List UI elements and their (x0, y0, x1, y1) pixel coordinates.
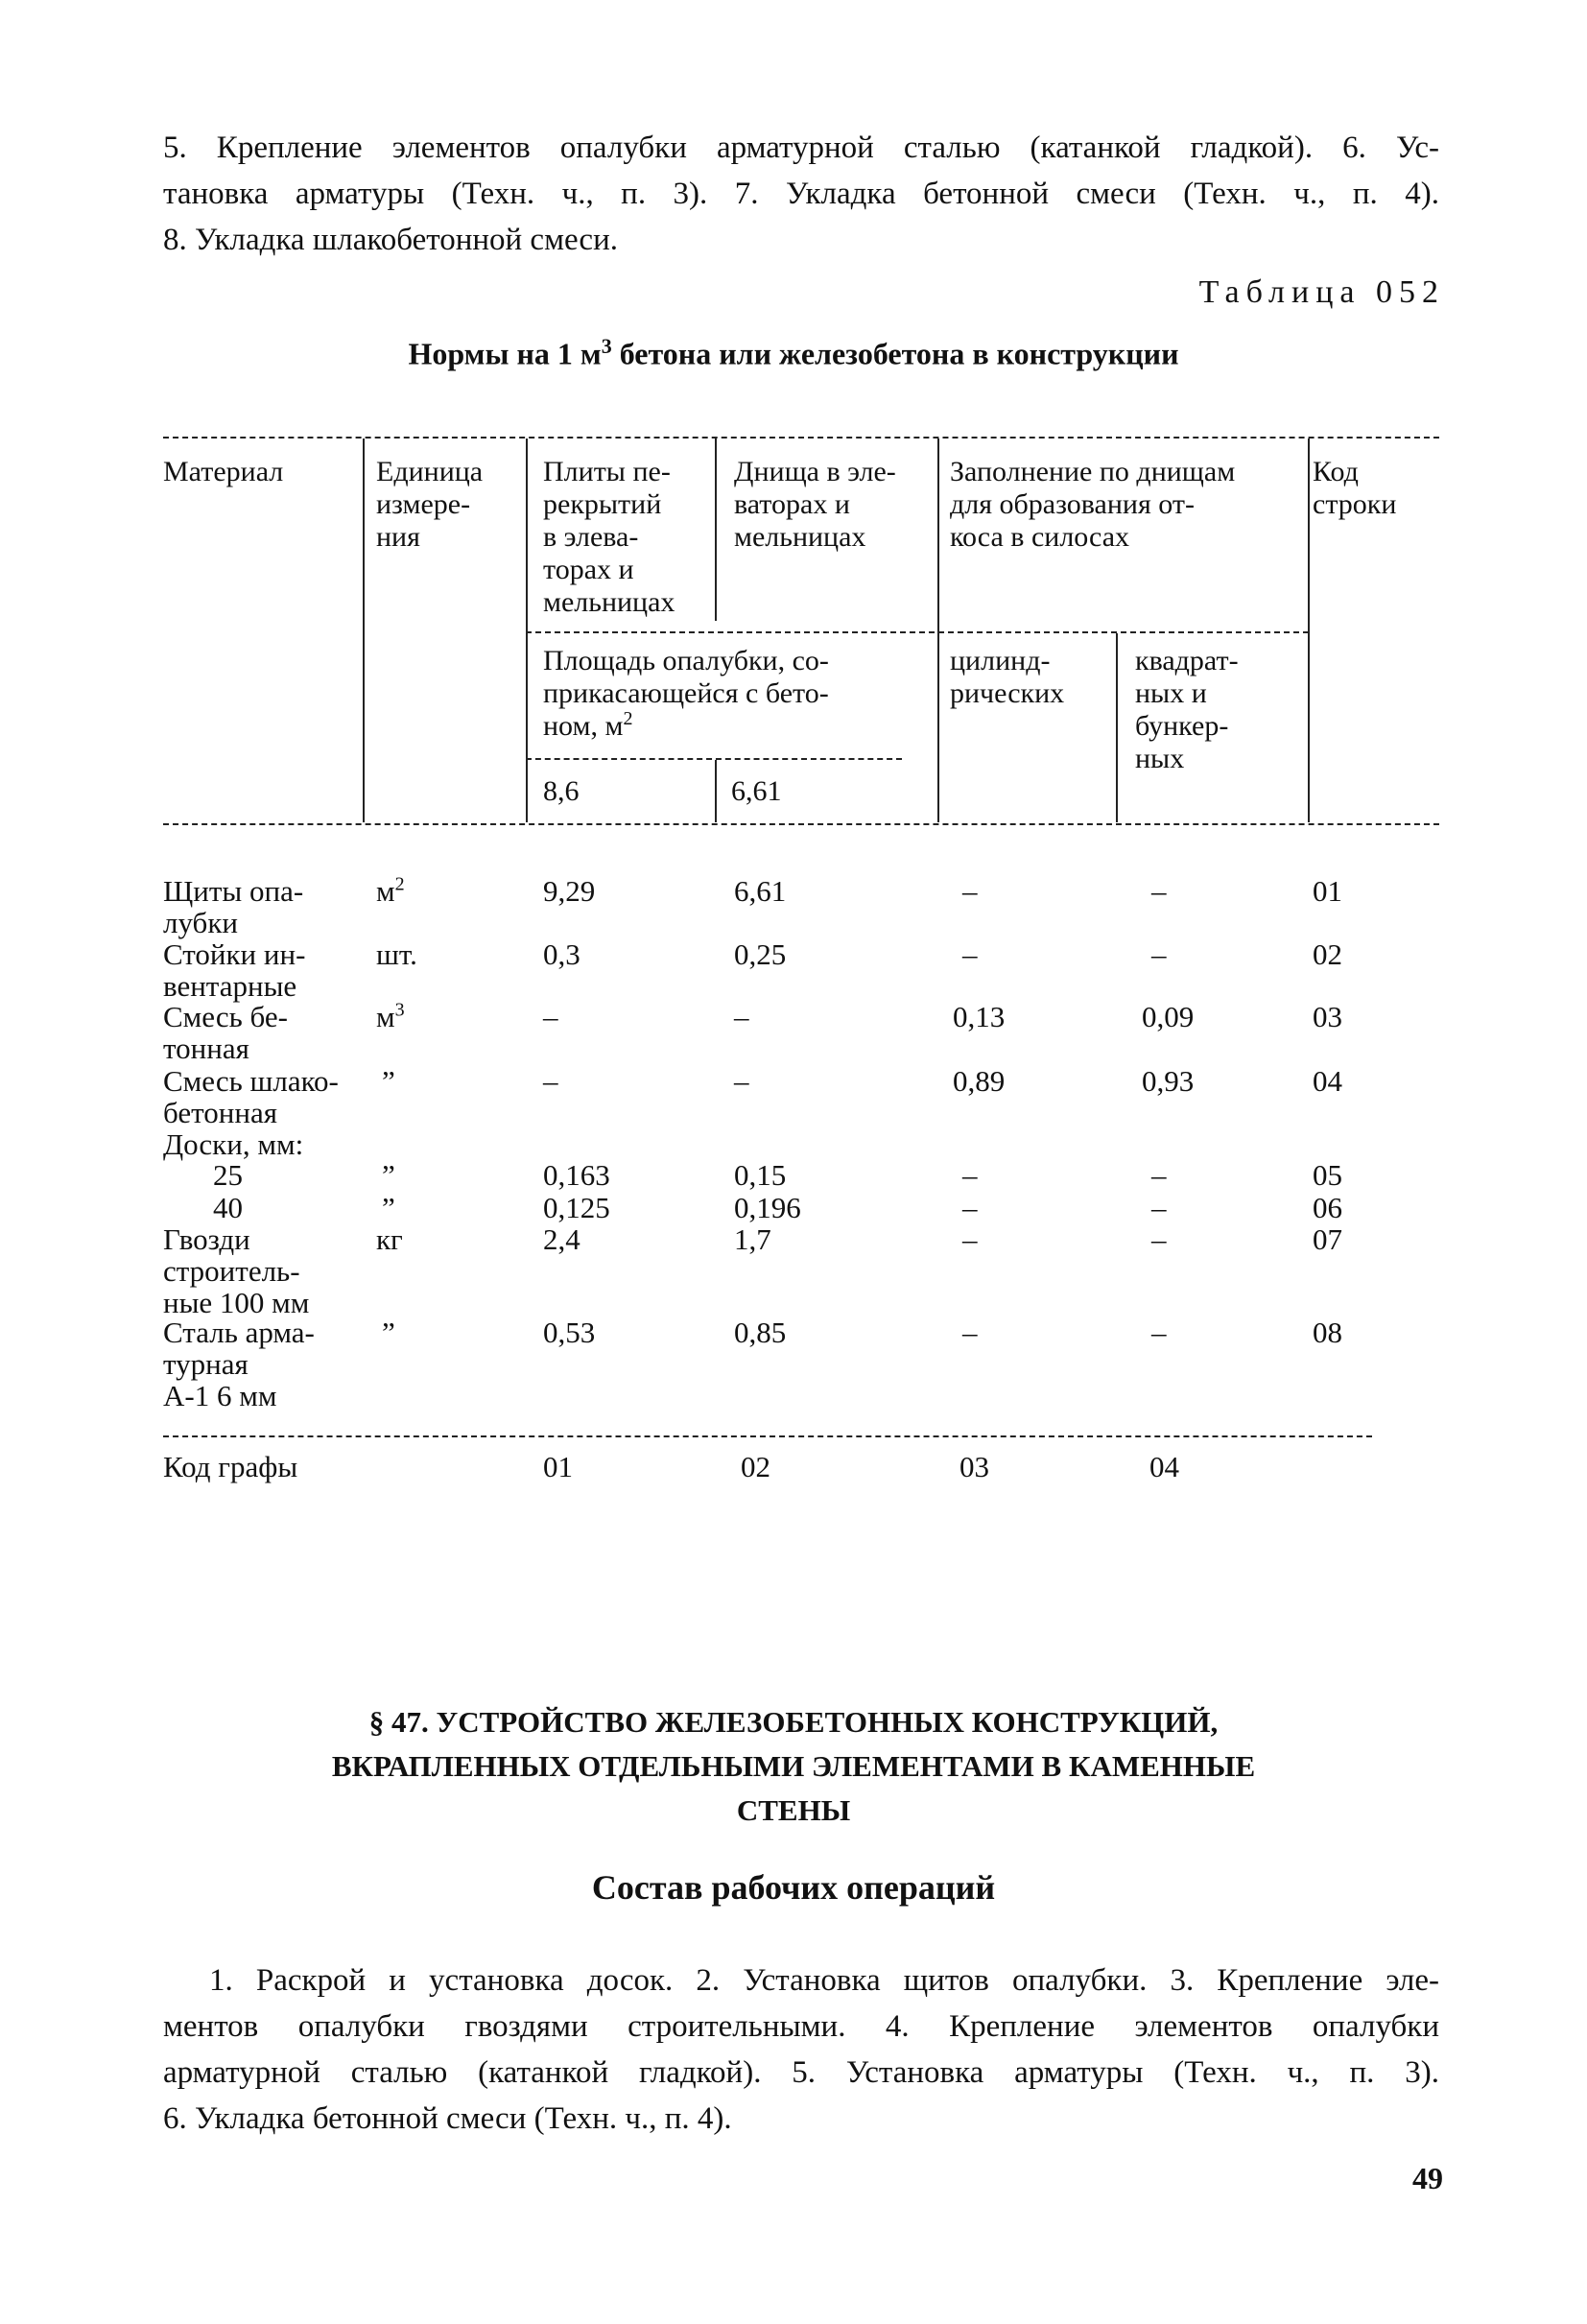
section-body-line: 6. Укладка бетонной смеси (Техн. ч., п. 4). (163, 2101, 732, 2136)
row-value-c2: 0,15 (734, 1158, 787, 1192)
row-value-c3: 0,89 (953, 1064, 1006, 1098)
row-unit (376, 1223, 403, 1255)
footer-code-1: 01 (543, 1450, 573, 1483)
row-value-code: 06 (1313, 1191, 1342, 1224)
row-value-c3: – (962, 937, 978, 971)
row-material-line: 25 (213, 1158, 243, 1192)
row-value-c1: 9,29 (543, 874, 596, 908)
row-unit-text: шт. (376, 937, 417, 971)
row-material-line: ные 100 мм (163, 1286, 310, 1319)
header-area-text: ном, м (543, 710, 624, 742)
col-rule-c1 (526, 439, 528, 822)
row-unit-text: ” (382, 1316, 395, 1349)
header-mid-rule (526, 631, 1309, 633)
header-col1-line: мельницах (543, 586, 675, 618)
row-value-c2: 0,196 (734, 1191, 801, 1224)
row-value-c4: – (1151, 1158, 1167, 1192)
row-unit-sup: 3 (394, 999, 405, 1021)
header-col1-line: Плиты пе- (543, 456, 671, 487)
row-material (213, 1192, 243, 1223)
row-material-line: Доски, мм: (163, 1127, 304, 1161)
row-value-code: 05 (1313, 1158, 1342, 1192)
col-rule-c4 (1116, 633, 1118, 822)
row-unit (382, 1065, 395, 1097)
row-material-line: лубки (163, 906, 238, 939)
row-unit (376, 938, 417, 970)
row-value-c1: 0,125 (543, 1191, 610, 1224)
header-code-line: Код (1313, 456, 1359, 487)
col-rule-c2-top (715, 439, 717, 621)
table-title-rest: бетона или железобетона в конструкции (611, 336, 1179, 371)
row-unit (376, 875, 405, 907)
header-area-line (543, 710, 829, 743)
row-material (163, 1316, 315, 1411)
table-number: Таблица 052 (1198, 274, 1445, 310)
header-code (1313, 456, 1396, 521)
col-rule-code (1308, 439, 1310, 822)
row-value-c3: – (962, 1222, 978, 1256)
row-value-c1: 0,53 (543, 1316, 596, 1349)
row-material-line: тонная (163, 1032, 249, 1065)
header-col2 (734, 456, 896, 554)
row-unit-text: м (376, 1000, 395, 1033)
footer-label: Код графы (163, 1450, 298, 1483)
header-area-val1: 8,6 (543, 775, 580, 807)
section-heading-line: § 47. УСТРОЙСТВО ЖЕЛЕЗОБЕТОННЫХ КОНСТРУКЦИЙ, (368, 1705, 1219, 1739)
row-material (163, 1065, 339, 1128)
row-unit-text: кг (376, 1222, 403, 1256)
row-value-c4: – (1151, 1222, 1167, 1256)
row-value-c3: – (962, 874, 978, 908)
row-value-c2: 1,7 (734, 1222, 771, 1256)
row-value-c4: – (1151, 937, 1167, 971)
row-value-c4: – (1151, 874, 1167, 908)
row-material-line: 40 (213, 1191, 243, 1224)
header-square-line: бункер- (1135, 710, 1229, 742)
header-square-line: квадрат- (1135, 645, 1239, 676)
header-cyl-line: цилинд- (950, 645, 1051, 676)
section-body-line: ментов опалубки гвоздями строительными. 4. Крепление элементов опалубки (163, 2009, 1439, 2044)
row-value-code: 04 (1313, 1064, 1342, 1098)
header-col1-line: торах и (543, 554, 634, 585)
footer-code-3: 03 (959, 1450, 989, 1483)
header-area-line: Площадь опалубки, со- (543, 645, 829, 676)
row-value-c2: 0,25 (734, 937, 787, 971)
table-title-text: Нормы на 1 м (408, 336, 602, 371)
row-material-line: турная (163, 1347, 249, 1381)
row-material-line: Гвозди (163, 1222, 250, 1256)
header-fill-line: Заполнение по днищам (950, 456, 1236, 487)
row-material-line: Стойки ин- (163, 937, 306, 971)
row-value-code: 03 (1313, 1000, 1342, 1033)
header-code-line: строки (1313, 488, 1397, 520)
header-fill-line: коса в силосах (950, 521, 1130, 553)
area-rule (526, 758, 902, 760)
header-col2-line: мельницах (734, 521, 866, 553)
row-value-c1: 2,4 (543, 1222, 580, 1256)
row-value-c3: – (962, 1191, 978, 1224)
row-value-c1: 0,163 (543, 1158, 610, 1192)
header-square-line: ных и (1135, 677, 1207, 709)
footer-code-2: 02 (741, 1450, 770, 1483)
row-material-line: бетонная (163, 1096, 277, 1129)
intro-line: тановка арматуры (Техн. ч., п. 3). 7. Укладка бетонной смеси (Техн. ч., п. 4). (163, 177, 1439, 211)
row-material (163, 1223, 309, 1318)
row-value-c4: – (1151, 1191, 1167, 1224)
header-cyl-line: рических (950, 677, 1065, 709)
row-material (163, 938, 305, 1002)
row-material-line: Сталь арма- (163, 1316, 315, 1349)
header-area-val2: 6,61 (731, 775, 782, 807)
section-subheading: Состав рабочих операций (591, 1868, 996, 1907)
row-material (163, 1001, 288, 1064)
section-heading-line: ВКРАПЛЕННЫХ ОТДЕЛЬНЫМИ ЭЛЕМЕНТАМИ В КАМЕННЫЕ (331, 1749, 1256, 1783)
footer-code-4: 04 (1149, 1450, 1179, 1483)
table-title-sup: 3 (601, 334, 612, 358)
header-col2-line: ваторах и (734, 488, 850, 520)
section-body-line: 1. Раскрой и установка досок. 2. Установка щитов опалубки. 3. Крепление эле- (209, 1963, 1439, 1998)
header-material-text: Материал (163, 456, 284, 487)
row-value-c3: – (962, 1158, 978, 1192)
row-material-line: Смесь бе- (163, 1000, 288, 1033)
row-value-c1: 0,3 (543, 937, 580, 971)
row-material-line: Щиты опа- (163, 874, 304, 908)
row-value-c1: – (543, 1000, 558, 1033)
col-rule-unit (363, 439, 365, 822)
row-material (163, 875, 303, 938)
row-unit (376, 1001, 405, 1032)
header-col1-line: в элева- (543, 521, 639, 553)
row-value-code: 01 (1313, 874, 1342, 908)
header-cyl (950, 645, 1064, 710)
section-heading-line: СТЕНЫ (736, 1793, 851, 1827)
header-unit-line: Единица (376, 456, 484, 487)
col-rule-c2-bottom (715, 760, 717, 822)
row-unit-sup: 2 (394, 873, 405, 895)
row-value-c4: – (1151, 1316, 1167, 1349)
intro-line: 8. Укладка шлакобетонной смеси. (163, 223, 618, 257)
row-unit-text: ” (382, 1064, 395, 1098)
header-square (1135, 645, 1239, 775)
row-value-code: 08 (1313, 1316, 1342, 1349)
page-number: 49 (1412, 2161, 1443, 2195)
header-unit-line: измере- (376, 488, 471, 520)
col-rule-c3 (937, 439, 939, 822)
header-bottom-rule (163, 823, 1439, 825)
header-unit-line: ния (376, 521, 420, 553)
header-area-line: прикасающейся с бето- (543, 677, 829, 709)
row-material-line: Смесь шлако- (163, 1064, 339, 1098)
header-area (543, 645, 829, 743)
row-unit (382, 1316, 395, 1348)
header-material (163, 456, 283, 488)
header-square-line: ных (1135, 743, 1185, 774)
row-value-c3: 0,13 (953, 1000, 1006, 1033)
row-unit-text: ” (382, 1191, 395, 1224)
row-unit-text: ” (382, 1158, 395, 1192)
header-unit (376, 456, 483, 554)
header-col2-line: Днища в эле- (734, 456, 896, 487)
row-value-c2: – (734, 1064, 749, 1098)
row-unit (382, 1192, 395, 1223)
row-value-c2: 6,61 (734, 874, 787, 908)
header-area-sup: 2 (623, 708, 633, 729)
row-value-c2: 0,85 (734, 1316, 787, 1349)
row-value-c4: 0,09 (1142, 1000, 1195, 1033)
row-material (213, 1159, 243, 1191)
row-unit (382, 1159, 395, 1191)
row-material-line: строитель- (163, 1254, 300, 1288)
row-material (163, 1128, 303, 1160)
table-bottom-rule (163, 1435, 1372, 1437)
section-body (163, 1957, 1439, 2142)
section-body-line: арматурной сталью (катанкой гладкой). 5. Установка арматуры (Техн. ч., п. 3). (163, 2055, 1439, 2090)
row-material-line: вентарные (163, 969, 297, 1003)
table-top-rule (163, 437, 1439, 439)
header-col1 (543, 456, 675, 619)
row-value-c1: – (543, 1064, 558, 1098)
row-value-c3: – (962, 1316, 978, 1349)
row-value-c4: 0,93 (1142, 1064, 1195, 1098)
header-col1-line: рекрытий (543, 488, 662, 520)
row-material-line: А-1 6 мм (163, 1379, 277, 1412)
intro-line: 5. Крепление элементов опалубки арматурной сталью (катанкой гладкой). 6. Ус- (163, 130, 1439, 165)
row-unit-text: м (376, 874, 395, 908)
header-fill-line: для образования от- (950, 488, 1195, 520)
section-heading (0, 1700, 1587, 1833)
row-value-c2: – (734, 1000, 749, 1033)
header-fill (950, 456, 1235, 554)
row-value-code: 07 (1313, 1222, 1342, 1256)
row-value-code: 02 (1313, 937, 1342, 971)
